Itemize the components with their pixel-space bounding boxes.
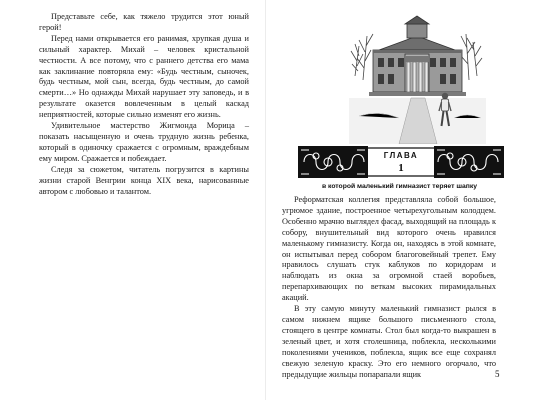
left-paragraph: Следя за сюжетом, читатель погрузится в картины жизни старой Венгрии конца XIX века, нарисованные автором с любовью и талантом.: [39, 164, 249, 196]
chapter-number: 1: [398, 162, 404, 174]
left-paragraph: Перед нами открывается его ранимая, хрупкая душа и сильный характер. Михай – человек кристальной честности. А все потому, что с раннего детства его мама как заклинание повторяла ему: «Будь честным, сыночек, будь честным, мой сын, всегда, будь честным, до самой смерти…» Но однажды Михай нарушает эту заповедь, и в результате оказется вовлеченным в целый каскад неприятностей, которые сильно изменят его жизнь.: [39, 33, 249, 120]
right-page: [266, 0, 533, 400]
left-paragraph: Удивительное мастерство Жигмонда Морица – показать насыщенную и очень трудную жизнь ребенка, который в одиночку сражается с огромным, враждебным ему миром. Сражается и побеждает.: [39, 121, 249, 163]
right-paragraph: Реформатская коллегия представляла собой большое, угрюмое здание, построенное четырехугольным колодцем. Особенно мрачно выглядел фасад, выходящий на площадь к собору, внушительный вид которого очень нравился маленькому гимназисту. Когда он, находясь в этой комнате, он испытывал перед собором благоговейный трепет. Ему нравилось слушать стук каблуков по коридорам и наблюдать из окна за огромной стаей воробьев, перепархивающих по веткам высоких пирамидальных акаций.: [282, 195, 496, 303]
left-page-text: [39, 12, 249, 197]
right-paragraph: В эту самую минуту маленький гимназист рылся в самом нижнем ящике большого письменного стола, стоящего в центре комнаты. Стол был когда-то выкрашен в зеленый цвет, и хотя столешница, поблекла, несколькими поколениями учеников, поблекла, ящик все еще сохранял свежую зеленую краску. Это его немного огорчало, что предыдущие жильцы попарапали ящик: [282, 304, 496, 379]
left-paragraph: Представьте себе, как тяжело трудится этот юный герой!: [39, 12, 249, 32]
chapter-heading: ГЛАВА: [383, 151, 419, 160]
college-building-illustration: [349, 6, 486, 144]
page-number: 5: [495, 369, 500, 379]
left-page: [0, 0, 266, 400]
chapter-subtitle: в которой маленький гимназист теряет шапку: [321, 183, 478, 190]
right-page-text: [282, 195, 496, 380]
